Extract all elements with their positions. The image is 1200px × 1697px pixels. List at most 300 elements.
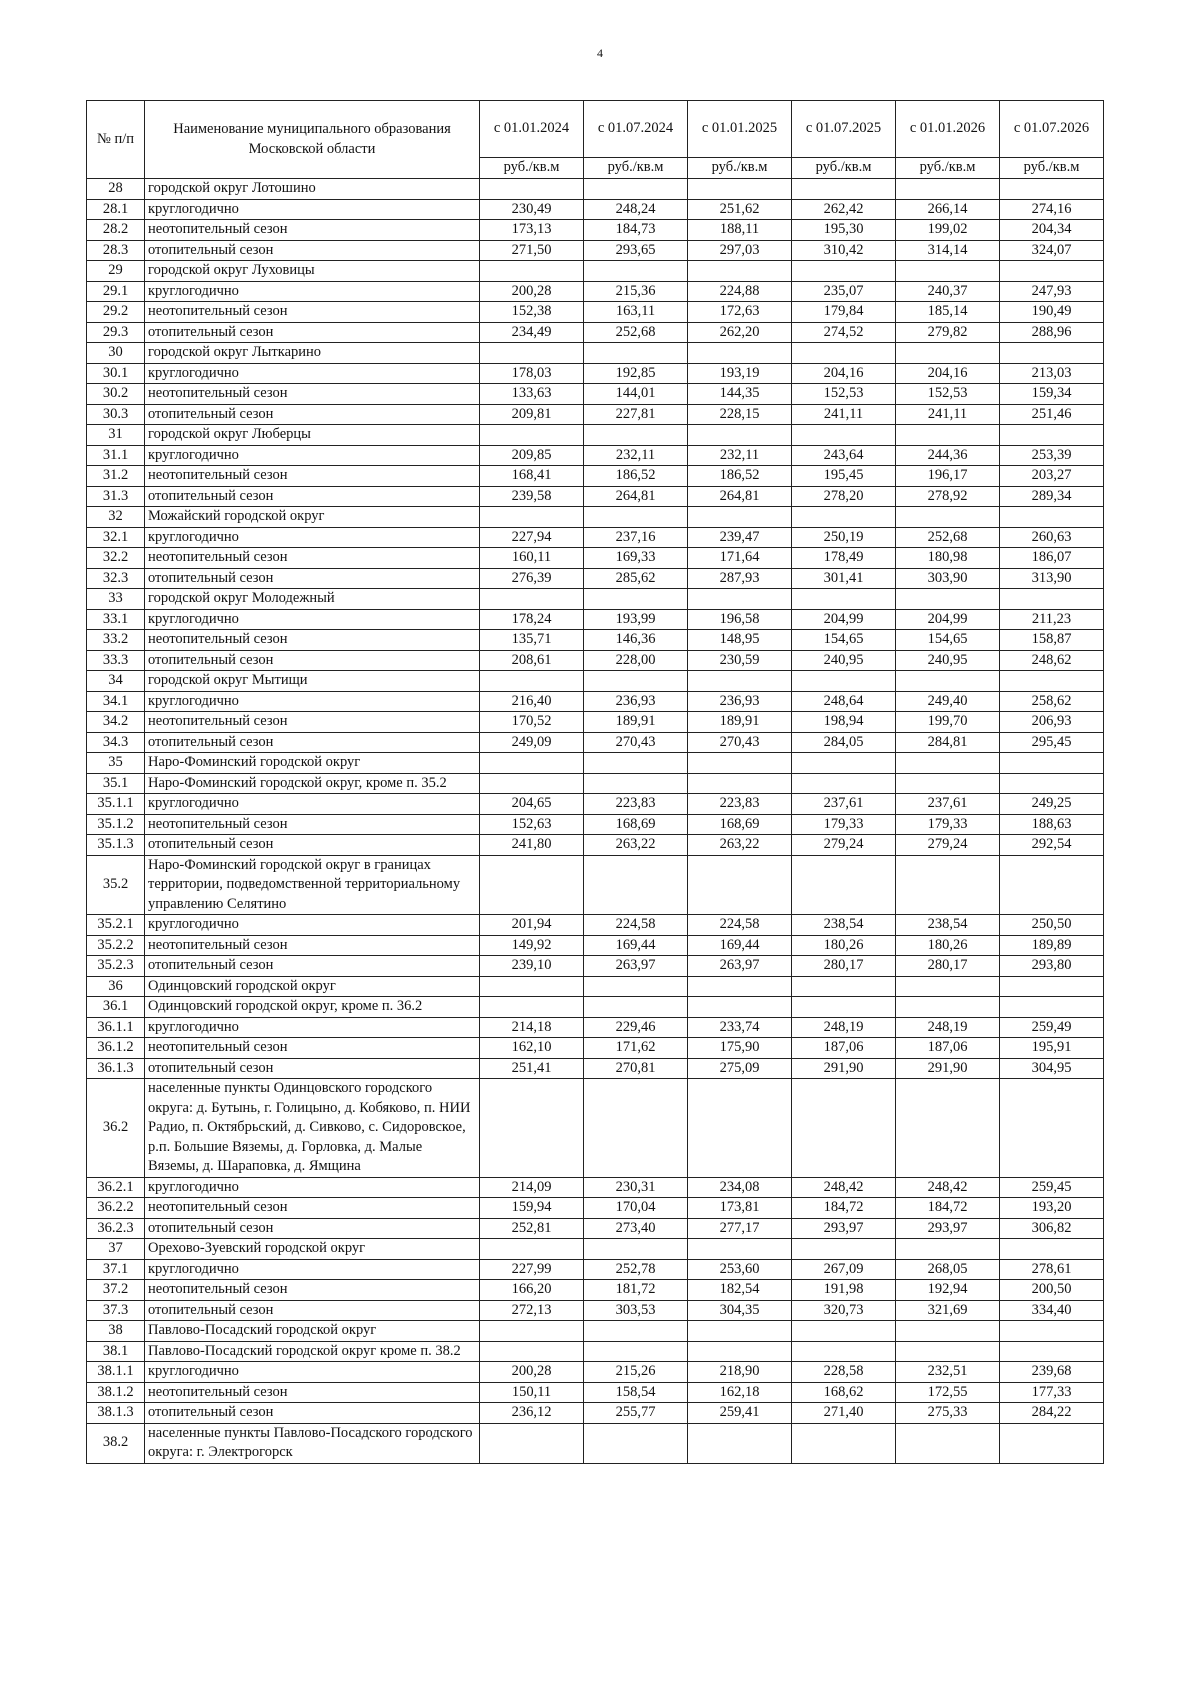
row-value: 285,62 — [584, 568, 688, 589]
row-value: 292,54 — [1000, 835, 1104, 856]
row-value: 204,99 — [896, 609, 1000, 630]
row-name: отопительный сезон — [145, 1403, 480, 1424]
row-value: 158,54 — [584, 1382, 688, 1403]
row-value: 230,31 — [584, 1177, 688, 1198]
row-value — [480, 997, 584, 1018]
row-value: 170,04 — [584, 1198, 688, 1219]
row-value: 218,90 — [688, 1362, 792, 1383]
row-value: 214,09 — [480, 1177, 584, 1198]
row-number: 29.1 — [87, 281, 145, 302]
row-value: 178,49 — [792, 548, 896, 569]
row-value: 291,90 — [792, 1058, 896, 1079]
row-value: 227,94 — [480, 527, 584, 548]
row-value: 276,39 — [480, 568, 584, 589]
row-value: 168,69 — [584, 814, 688, 835]
row-number: 34.3 — [87, 732, 145, 753]
table-row — [87, 935, 1104, 956]
row-value: 274,16 — [1000, 199, 1104, 220]
row-value — [1000, 261, 1104, 282]
row-value — [1000, 1321, 1104, 1342]
row-value: 171,62 — [584, 1038, 688, 1059]
row-value: 204,34 — [1000, 220, 1104, 241]
row-value: 158,87 — [1000, 630, 1104, 651]
row-number: 36.1.1 — [87, 1017, 145, 1038]
row-name: населенные пункты Павлово-Посадского городского округа: г. Электрогорск — [145, 1423, 480, 1463]
row-value — [584, 1341, 688, 1362]
row-value: 152,63 — [480, 814, 584, 835]
table-row — [87, 1198, 1104, 1219]
row-value: 259,49 — [1000, 1017, 1104, 1038]
tariff-table — [86, 100, 1104, 1464]
header-unit: руб./кв.м — [896, 158, 1000, 179]
row-number: 35 — [87, 753, 145, 774]
row-value: 232,11 — [688, 445, 792, 466]
row-name: круглогодично — [145, 1177, 480, 1198]
row-value — [896, 1079, 1000, 1178]
row-name: неотопительный сезон — [145, 1382, 480, 1403]
row-value: 169,44 — [584, 935, 688, 956]
row-value — [688, 507, 792, 528]
row-value: 270,43 — [584, 732, 688, 753]
row-value: 238,54 — [792, 915, 896, 936]
table-row — [87, 1382, 1104, 1403]
row-value: 241,11 — [792, 404, 896, 425]
row-value: 162,10 — [480, 1038, 584, 1059]
row-value: 274,52 — [792, 322, 896, 343]
row-name: городской округ Лотошино — [145, 179, 480, 200]
row-value: 195,30 — [792, 220, 896, 241]
row-value: 275,33 — [896, 1403, 1000, 1424]
table-row — [87, 568, 1104, 589]
row-value: 248,64 — [792, 691, 896, 712]
row-value: 198,94 — [792, 712, 896, 733]
row-value: 179,33 — [792, 814, 896, 835]
header-date: с 01.01.2026 — [896, 101, 1000, 158]
row-value: 293,80 — [1000, 956, 1104, 977]
row-value: 170,52 — [480, 712, 584, 733]
row-value — [1000, 855, 1104, 915]
row-value: 287,93 — [688, 568, 792, 589]
row-value — [792, 589, 896, 610]
row-value — [688, 671, 792, 692]
row-value: 206,93 — [1000, 712, 1104, 733]
table-row — [87, 753, 1104, 774]
header-date: с 01.01.2025 — [688, 101, 792, 158]
table-row — [87, 1321, 1104, 1342]
row-value: 184,72 — [792, 1198, 896, 1219]
row-value: 251,46 — [1000, 404, 1104, 425]
row-value: 252,68 — [584, 322, 688, 343]
row-value: 200,50 — [1000, 1280, 1104, 1301]
row-name: неотопительный сезон — [145, 220, 480, 241]
row-name: городской округ Мытищи — [145, 671, 480, 692]
row-value: 178,03 — [480, 363, 584, 384]
row-value — [1000, 425, 1104, 446]
row-value: 199,02 — [896, 220, 1000, 241]
row-value — [792, 179, 896, 200]
row-value — [584, 976, 688, 997]
row-value — [792, 507, 896, 528]
row-value: 264,81 — [688, 486, 792, 507]
row-number: 36.2.2 — [87, 1198, 145, 1219]
table-row — [87, 548, 1104, 569]
table-row — [87, 261, 1104, 282]
row-value — [584, 179, 688, 200]
row-number: 33 — [87, 589, 145, 610]
row-value: 234,49 — [480, 322, 584, 343]
row-number: 35.1.2 — [87, 814, 145, 835]
row-value: 288,96 — [1000, 322, 1104, 343]
row-number: 36.1 — [87, 997, 145, 1018]
row-value: 135,71 — [480, 630, 584, 651]
row-value: 154,65 — [792, 630, 896, 651]
row-value: 216,40 — [480, 691, 584, 712]
row-number: 32.1 — [87, 527, 145, 548]
row-value — [1000, 773, 1104, 794]
row-value: 213,03 — [1000, 363, 1104, 384]
row-value — [480, 507, 584, 528]
row-name: неотопительный сезон — [145, 1280, 480, 1301]
row-number: 38.1.2 — [87, 1382, 145, 1403]
row-value: 195,91 — [1000, 1038, 1104, 1059]
row-value: 241,80 — [480, 835, 584, 856]
row-number: 38.1.3 — [87, 1403, 145, 1424]
row-value: 148,95 — [688, 630, 792, 651]
row-number: 29 — [87, 261, 145, 282]
row-value: 186,52 — [584, 466, 688, 487]
row-number: 31.2 — [87, 466, 145, 487]
row-value — [584, 589, 688, 610]
header-unit: руб./кв.м — [688, 158, 792, 179]
table-row — [87, 691, 1104, 712]
row-number: 35.2.3 — [87, 956, 145, 977]
row-name: круглогодично — [145, 1259, 480, 1280]
row-value: 284,81 — [896, 732, 1000, 753]
row-value: 235,07 — [792, 281, 896, 302]
row-number: 33.2 — [87, 630, 145, 651]
row-name: отопительный сезон — [145, 1218, 480, 1239]
row-name: неотопительный сезон — [145, 630, 480, 651]
row-value: 247,93 — [1000, 281, 1104, 302]
table-row — [87, 445, 1104, 466]
row-value — [792, 753, 896, 774]
row-value — [480, 1239, 584, 1260]
row-value: 259,45 — [1000, 1177, 1104, 1198]
row-value: 152,53 — [792, 384, 896, 405]
row-value — [480, 855, 584, 915]
row-name: круглогодично — [145, 915, 480, 936]
row-name: круглогодично — [145, 281, 480, 302]
row-value: 279,24 — [792, 835, 896, 856]
row-value: 278,92 — [896, 486, 1000, 507]
table-row — [87, 507, 1104, 528]
row-value — [480, 1321, 584, 1342]
row-value: 133,63 — [480, 384, 584, 405]
row-name: отопительный сезон — [145, 732, 480, 753]
row-value: 179,84 — [792, 302, 896, 323]
row-value: 188,11 — [688, 220, 792, 241]
row-value: 244,36 — [896, 445, 1000, 466]
row-value: 201,94 — [480, 915, 584, 936]
row-number: 34.2 — [87, 712, 145, 733]
row-value: 169,33 — [584, 548, 688, 569]
row-number: 33.3 — [87, 650, 145, 671]
row-value: 279,82 — [896, 322, 1000, 343]
row-value: 237,61 — [792, 794, 896, 815]
table-row — [87, 425, 1104, 446]
row-number: 34.1 — [87, 691, 145, 712]
row-number: 28.3 — [87, 240, 145, 261]
row-number: 38.1 — [87, 1341, 145, 1362]
row-value — [792, 425, 896, 446]
table-row — [87, 240, 1104, 261]
table-row — [87, 1058, 1104, 1079]
row-value: 144,35 — [688, 384, 792, 405]
table-row — [87, 794, 1104, 815]
row-name: круглогодично — [145, 1362, 480, 1383]
row-name: Одинцовский городской округ — [145, 976, 480, 997]
row-value: 295,45 — [1000, 732, 1104, 753]
header-unit: руб./кв.м — [792, 158, 896, 179]
row-value: 199,70 — [896, 712, 1000, 733]
row-name: неотопительный сезон — [145, 935, 480, 956]
row-value — [584, 671, 688, 692]
row-value: 159,94 — [480, 1198, 584, 1219]
header-unit: руб./кв.м — [1000, 158, 1104, 179]
row-number: 37.3 — [87, 1300, 145, 1321]
row-value — [896, 261, 1000, 282]
row-value: 209,81 — [480, 404, 584, 425]
row-value — [792, 343, 896, 364]
row-value — [792, 261, 896, 282]
row-value: 180,26 — [896, 935, 1000, 956]
table-row — [87, 199, 1104, 220]
row-value: 152,38 — [480, 302, 584, 323]
row-value: 248,42 — [896, 1177, 1000, 1198]
row-value: 255,77 — [584, 1403, 688, 1424]
row-number: 30.2 — [87, 384, 145, 405]
row-value: 227,81 — [584, 404, 688, 425]
row-value — [896, 1341, 1000, 1362]
row-number: 38.2 — [87, 1423, 145, 1463]
row-value — [688, 343, 792, 364]
row-value: 185,14 — [896, 302, 1000, 323]
table-body — [87, 179, 1104, 1464]
row-value — [896, 425, 1000, 446]
page-number: 4 — [597, 46, 603, 60]
row-number: 32.2 — [87, 548, 145, 569]
row-value: 223,83 — [584, 794, 688, 815]
table-row — [87, 220, 1104, 241]
row-value — [896, 976, 1000, 997]
row-value: 240,37 — [896, 281, 1000, 302]
row-value: 223,83 — [688, 794, 792, 815]
row-value — [480, 1423, 584, 1463]
table-row — [87, 997, 1104, 1018]
row-value: 252,81 — [480, 1218, 584, 1239]
row-value — [480, 753, 584, 774]
table-row — [87, 1362, 1104, 1383]
row-value: 204,16 — [792, 363, 896, 384]
row-value: 160,11 — [480, 548, 584, 569]
row-number: 28.1 — [87, 199, 145, 220]
row-value: 196,17 — [896, 466, 1000, 487]
row-value — [1000, 343, 1104, 364]
row-value: 271,40 — [792, 1403, 896, 1424]
row-value: 277,17 — [688, 1218, 792, 1239]
row-value — [584, 507, 688, 528]
row-value — [896, 753, 1000, 774]
header-num: № п/п — [87, 101, 145, 179]
row-value: 251,62 — [688, 199, 792, 220]
row-value: 263,22 — [688, 835, 792, 856]
row-value — [896, 671, 1000, 692]
row-value: 334,40 — [1000, 1300, 1104, 1321]
row-value — [480, 1079, 584, 1178]
row-value — [792, 997, 896, 1018]
row-number: 31.1 — [87, 445, 145, 466]
row-value: 320,73 — [792, 1300, 896, 1321]
header-name: Наименование муниципального образования Московской области — [145, 101, 480, 179]
row-value: 240,95 — [896, 650, 1000, 671]
row-number: 37.1 — [87, 1259, 145, 1280]
row-value — [480, 261, 584, 282]
row-value — [688, 261, 792, 282]
row-value — [896, 1239, 1000, 1260]
row-value: 248,62 — [1000, 650, 1104, 671]
row-value: 321,69 — [896, 1300, 1000, 1321]
row-value — [792, 1239, 896, 1260]
row-value: 236,93 — [584, 691, 688, 712]
row-value — [688, 1239, 792, 1260]
row-value: 236,12 — [480, 1403, 584, 1424]
row-value — [1000, 1079, 1104, 1178]
row-value: 313,90 — [1000, 568, 1104, 589]
row-name: круглогодично — [145, 199, 480, 220]
row-value: 251,41 — [480, 1058, 584, 1079]
row-name: отопительный сезон — [145, 486, 480, 507]
row-value: 230,49 — [480, 199, 584, 220]
table-row — [87, 630, 1104, 651]
row-value: 297,03 — [688, 240, 792, 261]
row-value: 186,07 — [1000, 548, 1104, 569]
row-value: 280,17 — [792, 956, 896, 977]
row-value: 208,61 — [480, 650, 584, 671]
row-value: 232,51 — [896, 1362, 1000, 1383]
row-value: 264,81 — [584, 486, 688, 507]
row-number: 30.1 — [87, 363, 145, 384]
row-number: 36 — [87, 976, 145, 997]
row-value: 240,95 — [792, 650, 896, 671]
row-number: 36.1.3 — [87, 1058, 145, 1079]
row-number: 35.1.1 — [87, 794, 145, 815]
row-name: городской округ Лыткарино — [145, 343, 480, 364]
row-value: 324,07 — [1000, 240, 1104, 261]
row-value: 224,58 — [688, 915, 792, 936]
row-name: неотопительный сезон — [145, 302, 480, 323]
table-row — [87, 1300, 1104, 1321]
row-value: 209,85 — [480, 445, 584, 466]
row-value: 187,06 — [896, 1038, 1000, 1059]
row-value: 291,90 — [896, 1058, 1000, 1079]
row-value: 278,20 — [792, 486, 896, 507]
row-value: 229,46 — [584, 1017, 688, 1038]
row-value — [584, 997, 688, 1018]
table-row — [87, 712, 1104, 733]
row-value: 293,97 — [896, 1218, 1000, 1239]
row-number: 36.2.3 — [87, 1218, 145, 1239]
row-value: 241,11 — [896, 404, 1000, 425]
row-value: 263,97 — [688, 956, 792, 977]
table-row — [87, 732, 1104, 753]
row-value: 262,42 — [792, 199, 896, 220]
row-number: 30.3 — [87, 404, 145, 425]
row-value — [480, 773, 584, 794]
row-value: 178,24 — [480, 609, 584, 630]
header-unit: руб./кв.м — [480, 158, 584, 179]
row-number: 35.2.2 — [87, 935, 145, 956]
row-number: 34 — [87, 671, 145, 692]
row-number: 38 — [87, 1321, 145, 1342]
row-value: 193,99 — [584, 609, 688, 630]
row-value — [1000, 1341, 1104, 1362]
row-value: 144,01 — [584, 384, 688, 405]
row-number: 30 — [87, 343, 145, 364]
row-value — [480, 343, 584, 364]
row-name: круглогодично — [145, 794, 480, 815]
row-value — [584, 425, 688, 446]
row-number: 28.2 — [87, 220, 145, 241]
row-value: 172,55 — [896, 1382, 1000, 1403]
table-row — [87, 773, 1104, 794]
row-number: 32.3 — [87, 568, 145, 589]
row-name: Павлово-Посадский городской округ кроме п. 38.2 — [145, 1341, 480, 1362]
row-name: Можайский городской округ — [145, 507, 480, 528]
table-row — [87, 384, 1104, 405]
row-value — [688, 1321, 792, 1342]
row-number: 36.2.1 — [87, 1177, 145, 1198]
row-value — [1000, 753, 1104, 774]
row-name: Наро-Фоминский городской округ, кроме п. 35.2 — [145, 773, 480, 794]
row-value: 230,59 — [688, 650, 792, 671]
row-name: отопительный сезон — [145, 240, 480, 261]
header-date: с 01.01.2024 — [480, 101, 584, 158]
row-value: 272,13 — [480, 1300, 584, 1321]
table-row — [87, 1218, 1104, 1239]
row-value: 250,19 — [792, 527, 896, 548]
row-value: 190,49 — [1000, 302, 1104, 323]
row-value: 189,91 — [584, 712, 688, 733]
table-row — [87, 486, 1104, 507]
row-value: 262,20 — [688, 322, 792, 343]
row-value — [1000, 976, 1104, 997]
row-value: 186,52 — [688, 466, 792, 487]
row-value: 149,92 — [480, 935, 584, 956]
row-value: 154,65 — [896, 630, 1000, 651]
row-value — [1000, 1239, 1104, 1260]
row-number: 35.2.1 — [87, 915, 145, 936]
row-value — [896, 507, 1000, 528]
row-value — [792, 855, 896, 915]
row-value: 239,58 — [480, 486, 584, 507]
header-date: с 01.07.2026 — [1000, 101, 1104, 158]
row-value: 252,78 — [584, 1259, 688, 1280]
row-name: отопительный сезон — [145, 650, 480, 671]
row-value: 303,90 — [896, 568, 1000, 589]
row-value: 248,42 — [792, 1177, 896, 1198]
row-value: 263,97 — [584, 956, 688, 977]
row-value: 310,42 — [792, 240, 896, 261]
